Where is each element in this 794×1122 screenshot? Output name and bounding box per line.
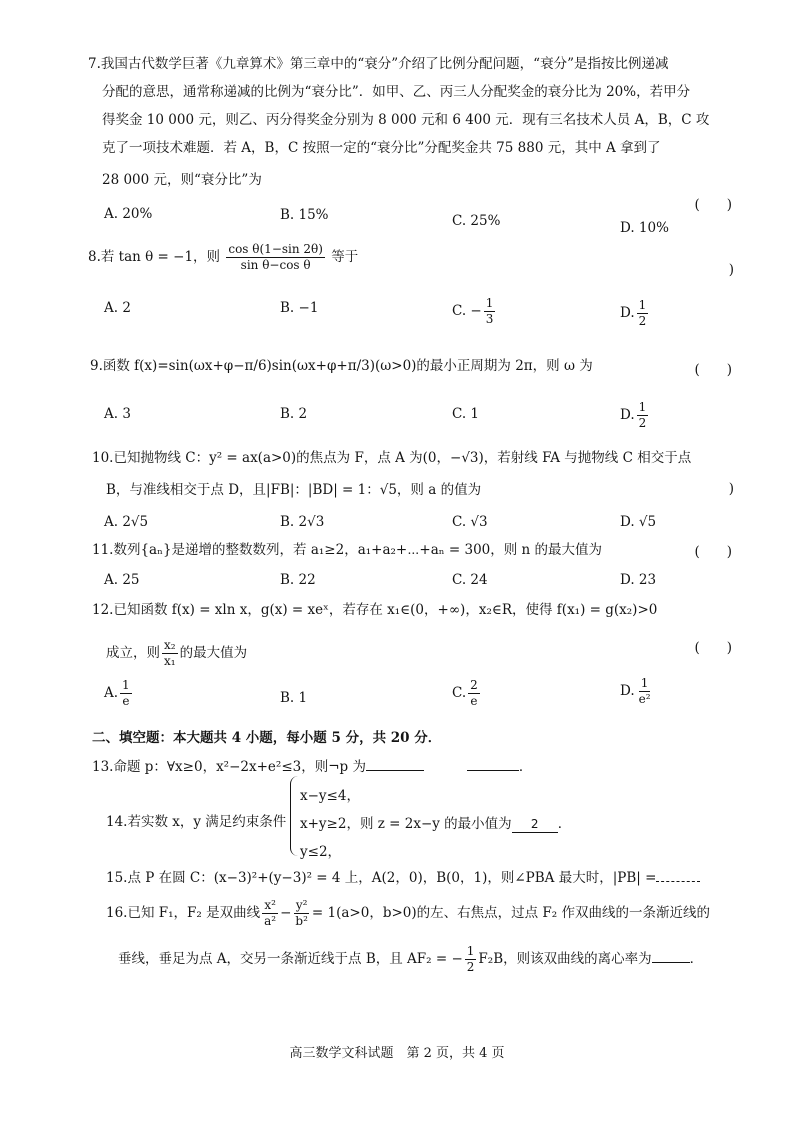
q10-option-c: C. √3 [452, 514, 488, 530]
q15-text: 15.点 P 在圆 C：(x−3)²+(y−3)² = 4 上，A(2，0)，B(0，1)，则∠PBA 最大时，|PB| = [106, 870, 657, 886]
q8-option-c [452, 296, 497, 327]
q8-fraction-num: cos θ(1−sin 2θ) [228, 242, 323, 256]
q14-constraint-2-text: x+y≥2，则 z = 2x−y 的最小值为 [300, 816, 512, 832]
q7-option-b: B. 15% [280, 207, 329, 223]
q16-frac-1-den: a² [264, 914, 277, 928]
q12-option-d [620, 676, 655, 707]
q13-stem [92, 757, 734, 777]
q16-line-2 [118, 944, 734, 975]
q12-option-c-num: 2 [470, 678, 478, 692]
q9-option-b: B. 2 [280, 406, 308, 422]
q12-option-d-den: e² [638, 692, 651, 706]
q16-line-1-suffix: = 1(a>0，b>0)的左、右焦点，过点 F₂ 作双曲线的一条渐近线的 [311, 905, 710, 921]
q14-constraint-3: y≤2， [300, 844, 342, 860]
q16-end: ． [689, 951, 704, 967]
q8-option-d-num: 1 [638, 298, 647, 312]
q8-option-c-prefix: C. − [452, 303, 482, 319]
section-2-header: 二、填空题：本大题共 4 小题，每小题 5 分，共 20 分． [92, 730, 442, 746]
q16-frac-2 [293, 898, 310, 929]
q13-answer-blank-1[interactable] [366, 770, 424, 771]
q11-option-d: D. 23 [620, 572, 657, 588]
q7-line-3: 得奖金 10 000 元，则乙、丙分得奖金分别为 8 000 元和 6 400 元．现有三名技术人员 A，B，C 攻 [102, 112, 710, 128]
q7-line-2: 分配的意思，通常称递减的比例为“衰分比”．如甲、乙、丙三人分配奖金的衰分比为 20%，若甲分 [102, 84, 691, 100]
q8-stem [88, 242, 734, 273]
q12-option-c [452, 678, 482, 709]
q10-option-b: B. 2√3 [280, 514, 325, 530]
q16-half-den: 2 [466, 960, 475, 974]
q12-option-d-num: 1 [640, 676, 649, 690]
q12-option-c-den: e [470, 694, 478, 708]
q12-option-a-num: 1 [122, 678, 130, 692]
q8-option-c-den: 3 [485, 312, 494, 326]
q10-option-d: D. √5 [620, 514, 657, 530]
q8-option-b: B. −1 [280, 300, 319, 316]
q12-option-d-prefix: D. [620, 683, 635, 699]
q8-option-d-prefix: D. [620, 305, 635, 321]
q8-prefix: 8.若 tan θ = −1，则 [88, 249, 221, 265]
q14-constraint-2 [300, 812, 571, 833]
q8-option-d-frac [637, 298, 649, 329]
q12-line-2 [106, 638, 734, 669]
q15-stem [106, 868, 734, 888]
q14-end: ． [557, 816, 572, 832]
q8-option-d [620, 298, 650, 329]
q12-option-c-prefix: C. [452, 685, 467, 701]
q16-frac-2-num: y² [295, 898, 308, 912]
q16-frac-1 [262, 898, 278, 929]
q12-ratio-num: x₂ [164, 638, 176, 652]
q14-handwritten-answer: 2 [530, 817, 539, 831]
q11-option-a: A. 25 [104, 572, 140, 588]
q14-constraint-1: x−y≤4， [300, 788, 360, 804]
q16-line-1-prefix: 16.已知 F₁，F₂ 是双曲线 [106, 905, 261, 921]
q12-line-1: 12.已知函数 f(x) = xln x，g(x) = xeˣ，若存在 x₁∈(0，+∞)，x₂∈R，使得 f(x₁) = g(x₂)>0 [92, 602, 658, 618]
q7-option-d: D. 10% [620, 220, 669, 236]
q14-prefix: 14.若实数 x，y 满足约束条件 [106, 814, 287, 830]
q9-option-d-den: 2 [638, 416, 647, 430]
page-footer: 高三数学文科试题 第 2 页，共 4 页 [289, 1046, 505, 1061]
q16-frac-2-den: b² [295, 914, 308, 928]
q9-option-d-frac [637, 400, 649, 431]
q14-answer-blank[interactable] [512, 816, 558, 833]
q15-answer-blank[interactable] [656, 881, 700, 882]
q16-half-num: 1 [466, 944, 475, 958]
q12-option-c-frac [468, 678, 480, 709]
q7-line-1: 7.我国古代数学巨著《九章算术》第三章中的“衰分”介绍了比例分配问题，“衰分”是指按比例递减 [88, 56, 669, 72]
q9-option-a: A. 3 [104, 406, 131, 422]
q7-line-5: 28 000 元，则“衰分比”为 [102, 172, 262, 188]
q9-option-d-num: 1 [638, 400, 647, 414]
q13-answer-blank-2[interactable] [467, 770, 519, 771]
q7-line-4: 克了一项技术难题．若 A，B，C 按照一定的“衰分比”分配奖金共 75 880 元，其中 A 拿到了 [102, 140, 661, 156]
q16-minus: − [280, 905, 292, 921]
q8-option-d-den: 2 [638, 314, 647, 328]
q8-option-c-frac [484, 296, 496, 327]
q13-text: 13.命题 p：∀x≥0，x²−2x+e²≤3，则¬p 为 [92, 759, 366, 775]
q11-stem: 11.数列{aₙ}是递增的整数数列，若 a₁≥2，a₁+a₂+⋯+aₙ = 300，则 n 的最大值为 [92, 542, 603, 558]
q16-half-frac [465, 944, 477, 975]
q12-line-2-prefix: 成立，则 [106, 645, 160, 661]
q10-option-a: A. 2√5 [104, 514, 149, 530]
q10-answer-bracket: ) [728, 481, 734, 497]
q16-frac-1-num: x² [264, 898, 276, 912]
q16-line-2-prefix: 垂线，垂足为点 A，交另一条渐近线于点 B，且 AF₂ = − [118, 951, 463, 967]
q11-option-c: C. 24 [452, 572, 488, 588]
q12-option-a-prefix: A. [104, 685, 119, 701]
q9-answer-bracket: ( ) [694, 362, 732, 378]
q12-option-a [104, 678, 134, 709]
q16-answer-blank[interactable] [652, 962, 690, 963]
q12-answer-bracket: ( ) [694, 640, 732, 656]
q12-option-d-frac [637, 676, 653, 707]
q9-option-d-prefix: D. [620, 407, 635, 423]
q11-answer-bracket: ( ) [694, 544, 732, 560]
q7-option-c: C. 25% [452, 213, 501, 229]
q8-answer-bracket: ) [728, 262, 734, 278]
q10-line-1: 10.已知抛物线 C：y² = ax(a>0)的焦点为 F，点 A 为(0，−√3)，若射线 FA 与抛物线 C 相交于点 [92, 450, 692, 466]
q8-option-c-num: 1 [485, 296, 494, 310]
q9-option-c: C. 1 [452, 406, 480, 422]
q9-stem: 9.函数 f(x)=sin(ωx+φ−π/6)sin(ωx+φ+π/3)(ω>0)的最小正周期为 2π，则 ω 为 [90, 358, 593, 374]
q8-fraction [226, 242, 325, 273]
q11-option-b: B. 22 [280, 572, 316, 588]
q8-fraction-den: sin θ−cos θ [240, 258, 311, 272]
q16-line-1 [106, 898, 734, 929]
q7-answer-bracket: ( ) [694, 197, 732, 213]
q12-line-2-suffix: 的最大值为 [179, 645, 248, 661]
q8-option-a: A. 2 [104, 300, 131, 316]
q16-line-2-suffix: F₂B，则该双曲线的离心率为 [478, 951, 652, 967]
q13-end: ． [518, 759, 533, 775]
q12-ratio-fraction [162, 638, 178, 669]
q12-option-a-den: e [122, 694, 130, 708]
q7-option-a: A. 20% [104, 206, 153, 222]
q8-suffix: 等于 [331, 249, 359, 265]
q10-line-2: B，与准线相交于点 D，且|FB|：|BD| = 1：√5，则 a 的值为 [106, 482, 482, 498]
q9-option-d [620, 400, 650, 431]
q12-ratio-den: x₁ [164, 654, 176, 668]
q12-option-a-frac [120, 678, 132, 709]
q12-option-b: B. 1 [280, 690, 308, 706]
